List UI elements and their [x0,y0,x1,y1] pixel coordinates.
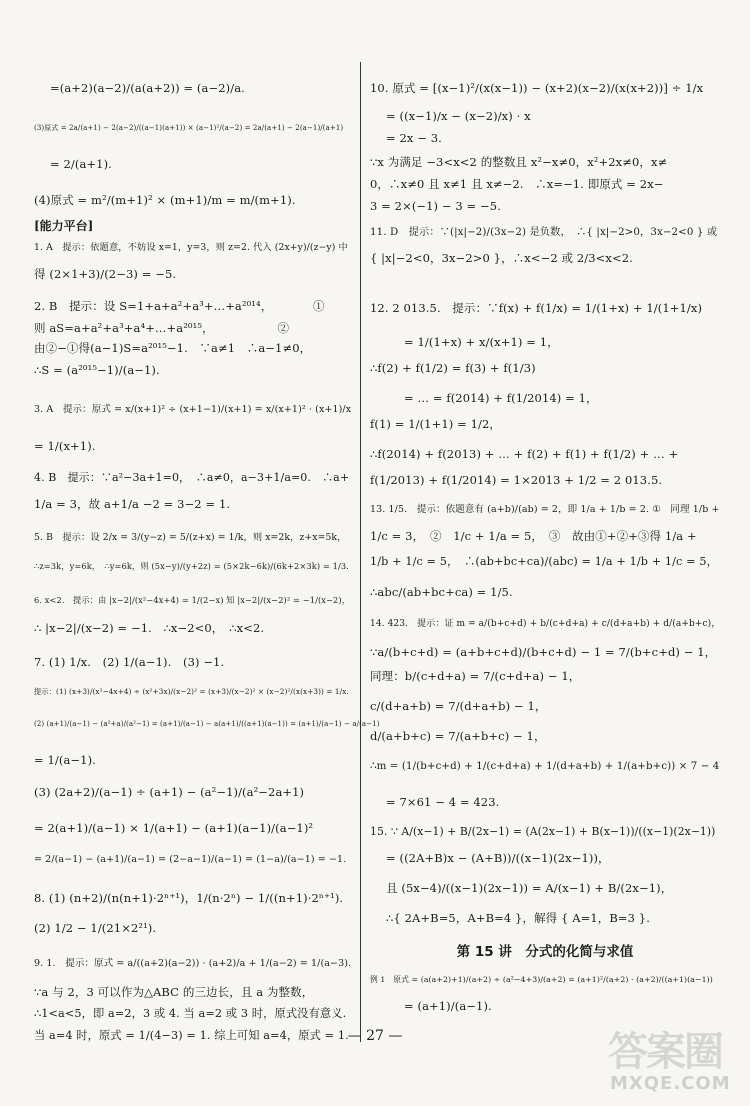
text-line: ∴S = (a²⁰¹⁵−1)/(a−1). [34,363,160,377]
text-line: 5. B 提示：设 2/x = 3/(y−z) = 5/(z+x) = 1/k，则 x=2k，z+x=5k， [34,532,347,543]
text-line: 3. A 提示：原式 = x/(x+1)² ÷ (x+1−1)/(x+1) = x/(x+1)² · (x+1)/x [34,404,352,415]
text-line: 11. D 提示：∵(|x|−2)/(3x−2) 是负数， ∴{ |x|−2>0，3x−2<0 } 或 [370,226,718,238]
text-line: 由②−①得(a−1)S=a²⁰¹⁵−1. ∵a≠1 ∴a−1≠0， [34,341,312,355]
text-line: (4)原式 = m²/(m+1)² × (m+1)/m = m/(m+1). [34,193,296,207]
text-line: ∴z=3k，y=6k， ∴y=6k，则 (5x−y)/(y+2z) = (5×2k−6k)/(6k+2×3k) = 1/3. [34,561,349,571]
text-line: = 2x − 3. [386,131,442,145]
text-line: ∴abc/(ab+bc+ca) = 1/5. [370,585,513,599]
text-line: ∵x 为满足 −3<x<2 的整数且 x²−x≠0，x²+2x≠0，x≠ [370,155,668,169]
text-line: = … = f(2014) + f(1/2014) = 1， [404,391,598,405]
text-line: 6. x<2. 提示：由 |x−2|/(x²−4x+4) = 1/(2−x) 知 |x−2|/(x−2)² = −1/(x−2)， [34,595,351,605]
text-line: ∵a 与 2，3 可以作为△ABC 的三边长，且 a 为整数， [34,985,314,999]
text-line: =(a+2)(a−2)/(a(a+2)) = (a−2)/a. [50,81,245,95]
text-line: (2) (a+1)/(a−1) − (a²+a)/(a²−1) = (a+1)/(a−1) − a(a+1)/((a+1)(a−1)) = (a+1)/(a−1) − a/(a−1) [34,720,380,728]
text-line: 13. 1/5. 提示：依题意有 (a+b)/(ab) = 2，即 1/a + 1/b = 2. ① 同理 1/b + [370,504,720,515]
text-line: ∴ |x−2|/(x−2) = −1. ∴x−2<0， ∴x<2. [34,621,265,635]
text-line: 14. 423. 提示：证 m = a/(b+c+d) + b/(c+d+a) + c/(d+a+b) + d/(a+b+c)， [370,619,721,629]
text-line: = 2/(a+1). [50,157,112,171]
text-line: 1/a = 3，故 a+1/a −2 = 3−2 = 1. [34,497,231,511]
text-line: 12. 2 013.5. 提示：∵f(x) + f(1/x) = 1/(1+x) + 1/(1+1/x) [370,301,703,315]
page-number: — 27 — [347,1028,403,1044]
text-line: f(1/2013) + f(1/2014) = 1×2013 + 1/2 = 2 013.5. [370,473,663,487]
watermark-logo: 答案圈 [608,1029,722,1075]
text-line: { |x|−2<0，3x−2>0 }，∴x<−2 或 2/3<x<2. [370,251,633,265]
text-line: 15. ∵ A/(x−1) + B/(2x−1) = (A(2x−1) + B(x−1))/((x−1)(2x−1)) [370,825,716,838]
text-line: 1/c = 3， ② 1/c + 1/a = 5， ③ 故由①+②+③得 1/a + [370,529,697,543]
text-line: 且 (5x−4)/((x−1)(2x−1)) = A/(x−1) + B/(2x−1)， [386,881,673,895]
text-line: ∴f(2014) + f(2013) + … + f(2) + f(1) + f(1/2) + … + [370,447,679,461]
text-line: 0，∴x≠0 且 x≠1 且 x≠−2. ∴x=−1. 即原式 = 2x− [370,177,664,191]
text-line: 提示：(1) (x+3)/(x²−4x+4) ÷ (x²+3x)/(x−2)² = (x+3)/(x−2)² × (x−2)²/(x(x+3)) = 1/x. [34,687,349,696]
text-line: = ((2A+B)x − (A+B))/((x−1)(2x−1))， [386,851,610,865]
text-line: 8. (1) (n+2)/(n(n+1)·2ⁿ⁺¹)，1/(n·2ⁿ) − 1/((n+1)·2ⁿ⁺¹). [34,891,344,905]
text-line: ∴m = (1/(b+c+d) + 1/(c+d+a) + 1/(d+a+b) + 1/(a+b+c)) × 7 − 4 [370,760,720,772]
text-line: ∴{ 2A+B=5，A+B=4 }，解得 { A=1，B=3 }. [386,911,650,925]
example-line: 例 1 原式 = (a(a+2)+1)/(a+2) ÷ (a²−4+3)/(a+2) = (a+1)²/(a+2) · (a+2)/((a+1)(a−1)) [370,975,713,984]
text-line: ∴f(2) + f(1/2) = f(3) + f(1/3) [370,361,536,375]
left-column [34,66,380,1042]
column-divider [360,62,361,1042]
text-line: ∴1<a<5，即 a=2，3 或 4. 当 a=2 或 3 时，原式没有意义. [34,1007,347,1020]
section-heading: [能力平台] [34,219,94,233]
text-line: 1. A 提示：依题意，不妨设 x=1，y=3，则 z=2. 代入 (2x+y)/(z−y) 中 [34,242,348,253]
text-line: 则 aS=a+a²+a³+a⁴+…+a²⁰¹⁵， ② [34,321,290,335]
text-line: c/(d+a+b) = 7/(d+a+b) − 1， [370,699,547,713]
text-line: 4. B 提示：∵a²−3a+1=0， ∴a≠0，a−3+1/a=0. ∴a+ [34,471,350,484]
example-line: = (a+1)/(a−1). [404,999,492,1013]
lecture-title: 第 15 讲 分式的化简与求值 [456,944,634,960]
text-line: 同理：b/(c+d+a) = 7/(c+d+a) − 1， [370,669,581,683]
text-line: 9. 1. 提示：原式 = a/((a+2)(a−2)) · (a+2)/a + 1/(a−2) = 1/(a−3). [34,958,352,969]
text-line: = 1/(x+1). [34,439,96,453]
watermark [602,1020,742,1096]
text-line: 10. 原式 = [(x−1)²/(x(x−1)) − (x+2)(x−2)/(x(x+2))] ÷ 1/x [370,81,704,95]
text-line: = 2(a+1)/(a−1) × 1/(a+1) − (a+1)(a−1)/(a−1)² [34,821,314,835]
text-line: (2) 1/2 − 1/(21×2²¹). [34,921,157,935]
text-line: ∵a/(b+c+d) = (a+b+c+d)/(b+c+d) − 1 = 7/(b+c+d) − 1， [370,645,717,659]
right-column [370,66,720,1026]
text-line: = 1/(1+x) + x/(x+1) = 1， [404,335,559,349]
text-line: (3)原式 = 2a/(a+1) − 2(a−2)/((a−1)(a+1)) × (a−1)²/(a−2) = 2a/(a+1) − 2(a−1)/(a+1) [34,124,344,132]
text-line: = 2/(a−1) − (a+1)/(a−1) = (2−a−1)/(a−1) = (1−a)/(a−1) = −1. [34,854,347,865]
watermark-text: MXQE.COM [610,1073,731,1094]
text-line: f(1) = 1/(1+1) = 1/2， [370,417,501,431]
text-line: d/(a+b+c) = 7/(a+b+c) − 1， [370,729,546,743]
text-line: = 1/(a−1). [34,753,96,767]
text-line: = 7×61 − 4 = 423. [386,795,500,809]
text-line: 3 = 2×(−1) − 3 = −5. [370,199,501,213]
text-line: = ((x−1)/x − (x−2)/x) · x [386,109,531,123]
text-line: 得 (2×1+3)/(2−3) = −5. [34,267,177,281]
text-line: 当 a=4 时，原式 = 1/(4−3) = 1. 综上可知 a=4，原式 = 1. [34,1029,349,1042]
text-line: (3) (2a+2)/(a−1) ÷ (a+1) − (a²−1)/(a²−2a+1) [34,785,305,799]
text-line: 1/b + 1/c = 5， ∴(ab+bc+ca)/(abc) = 1/a + 1/b + 1/c = 5， [370,555,718,568]
text-line: 2. B 提示：设 S=1+a+a²+a³+…+a²⁰¹⁴， ① [34,299,325,313]
text-line: 7. (1) 1/x. (2) 1/(a−1). (3) −1. [34,655,225,669]
